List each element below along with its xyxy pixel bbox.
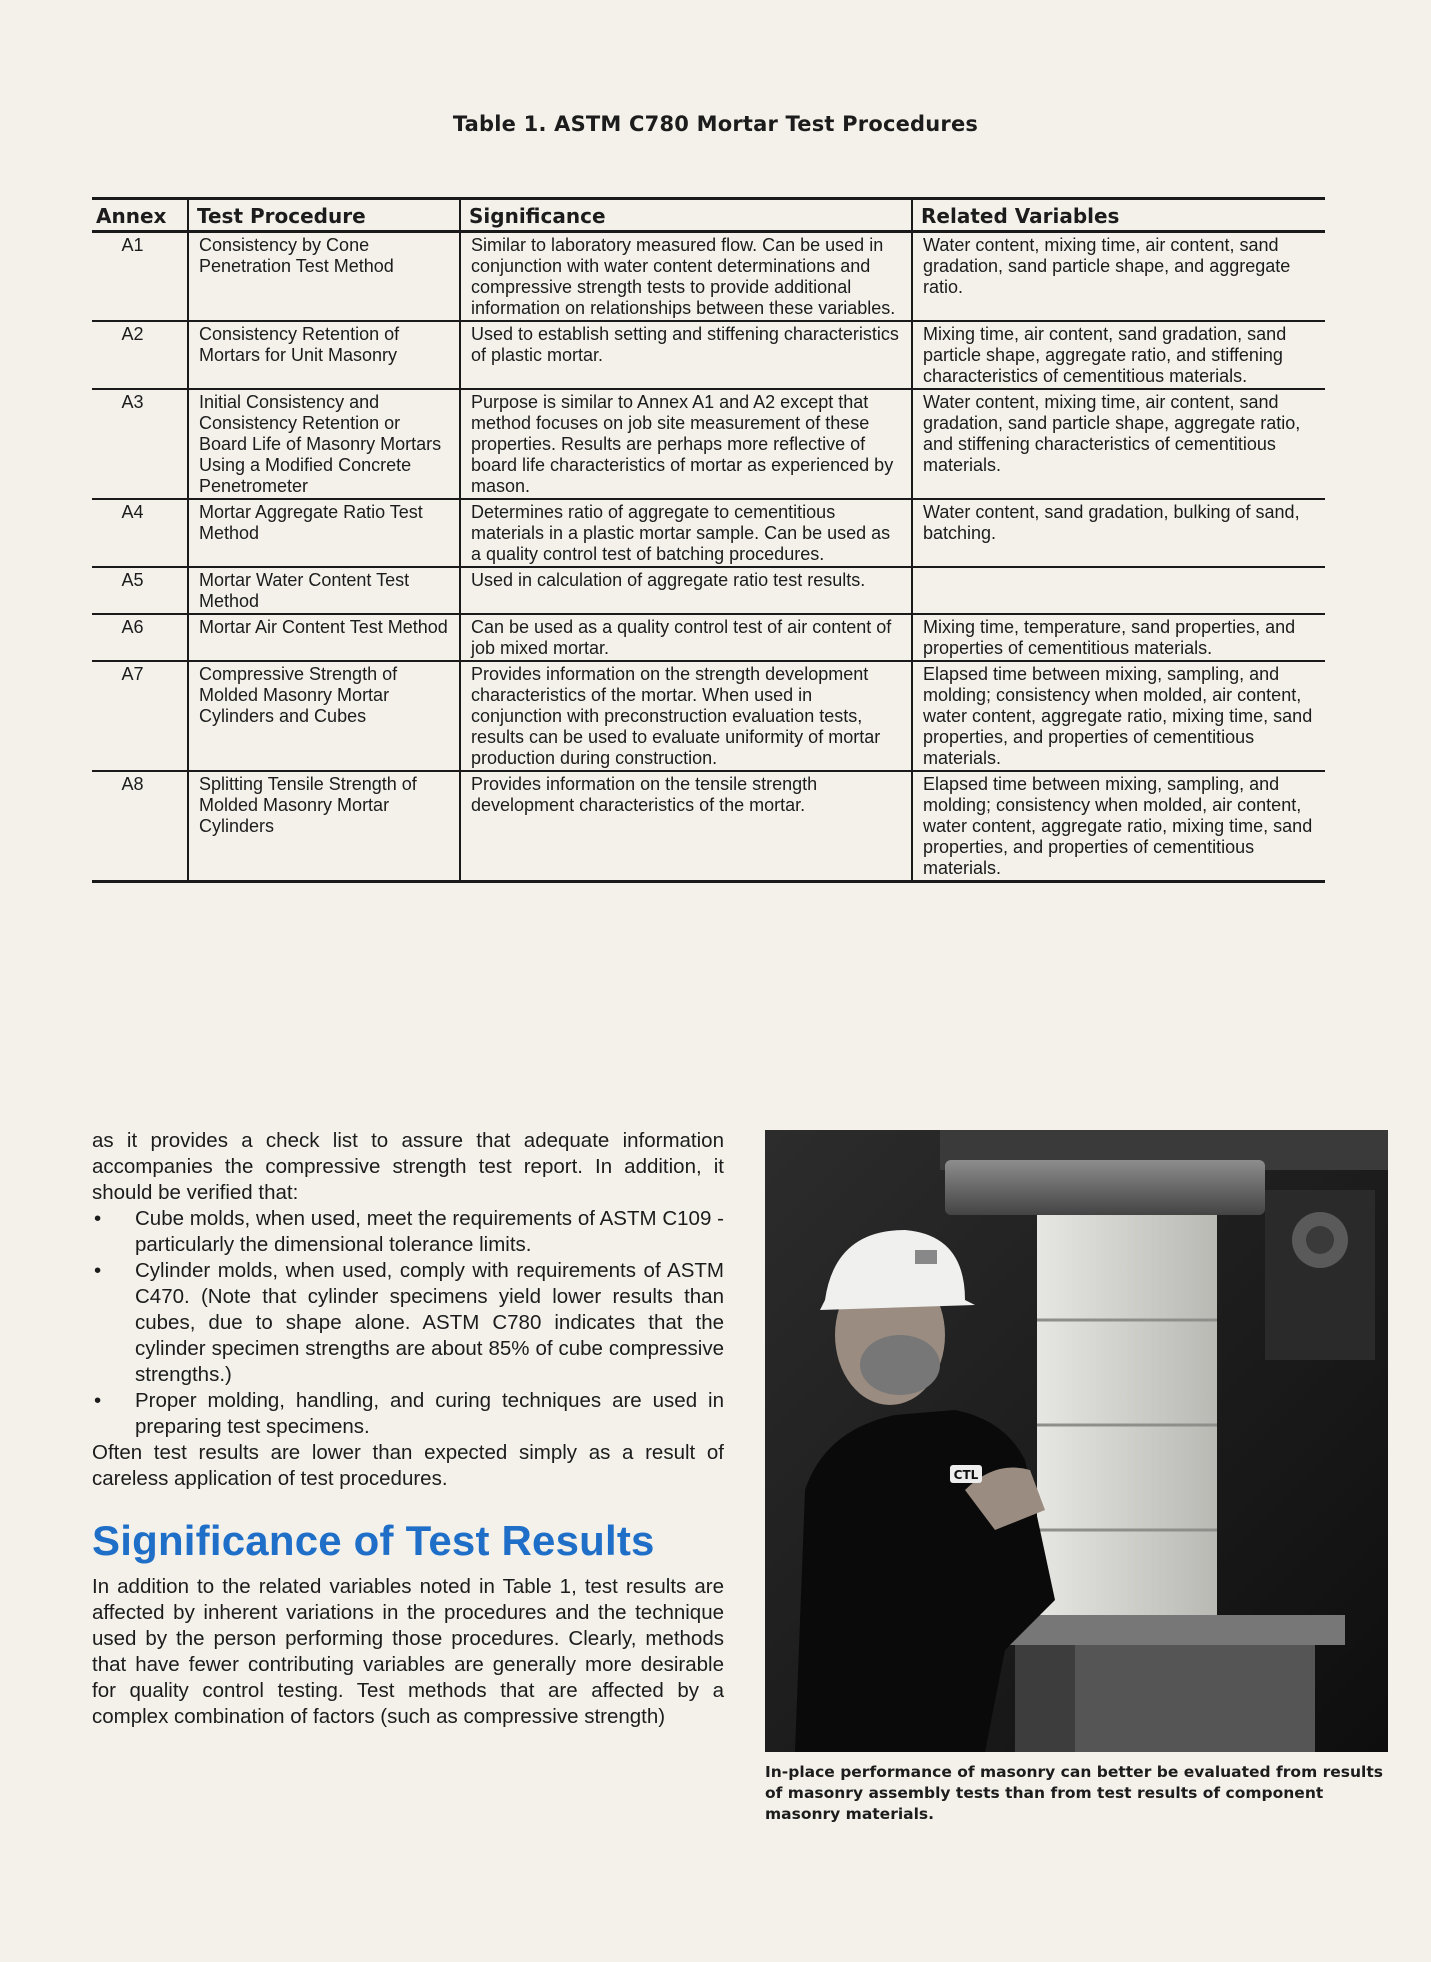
logo-text: CTL xyxy=(953,1468,979,1482)
cell-variables: Elapsed time between mixing, sampling, and molding; consistency when molded, air content, water content, aggregate ratio, mixing time, sand properties, and properties of cementitious materials. xyxy=(912,661,1325,771)
table-title: Table 1. ASTM C780 Mortar Test Procedures xyxy=(452,112,979,136)
list-item-text: Cube molds, when used, meet the requirements of ASTM C109 - particularly the dimensional tolerance limits. xyxy=(135,1207,724,1256)
cell-significance: Used to establish setting and stiffening characteristics of plastic mortar. xyxy=(460,321,912,389)
outro-paragraph: Often test results are lower than expected simply as a result of careless application of test procedures. xyxy=(92,1441,724,1490)
photo-caption: In-place performance of masonry can better be evaluated from results of masonry assembly tests than from test results of component masonry materials. xyxy=(765,1763,1383,1823)
verification-list xyxy=(92,1206,724,1440)
cell-significance: Purpose is similar to Annex A1 and A2 except that method focuses on job site measurement of these properties. Results are perhaps more reflective of board life characteristics of mortar as experienced by mason. xyxy=(460,389,912,499)
cell-significance: Provides information on the strength development characteristics of the mortar. When used in conjunction with preconstruction evaluation tests, results can be used to evaluate uniformity of mortar production during construction. xyxy=(460,661,912,771)
cell-significance: Provides information on the tensile strength development characteristics of the mortar. xyxy=(460,771,912,882)
cell-annex: A1 xyxy=(92,232,188,322)
cell-procedure: Consistency Retention of Mortars for Unit Masonry xyxy=(188,321,460,389)
cell-significance: Can be used as a quality control test of air content of job mixed mortar. xyxy=(460,614,912,661)
table-row xyxy=(92,321,1325,389)
cell-significance: Determines ratio of aggregate to cementitious materials in a plastic mortar sample. Can be used as a quality control test of batching procedures. xyxy=(460,499,912,567)
table-row xyxy=(92,567,1325,614)
cell-procedure: Consistency by Cone Penetration Test Method xyxy=(188,232,460,322)
cell-annex: A4 xyxy=(92,499,188,567)
bullet-icon: • xyxy=(94,1207,102,1230)
cell-significance: Similar to laboratory measured flow. Can be used in conjunction with water content determinations and compressive strength tests to provide additional information on relationships between these variables. xyxy=(460,232,912,322)
list-item xyxy=(92,1388,724,1440)
cell-annex: A7 xyxy=(92,661,188,771)
list-item xyxy=(92,1258,724,1388)
cell-annex: A2 xyxy=(92,321,188,389)
cell-variables: Mixing time, air content, sand gradation, sand particle shape, aggregate ratio, and stiffening characteristics of cementitious materials. xyxy=(912,321,1325,389)
cell-procedure: Splitting Tensile Strength of Molded Masonry Mortar Cylinders xyxy=(188,771,460,882)
list-item xyxy=(92,1206,724,1258)
header-significance: Significance xyxy=(460,199,912,232)
photo-illustration xyxy=(765,1130,1388,1752)
list-item-text: Proper molding, handling, and curing techniques are used in preparing test specimens. xyxy=(135,1389,724,1438)
header-test-procedure: Test Procedure xyxy=(188,199,460,232)
cell-procedure: Initial Consistency and Consistency Retention or Board Life of Masonry Mortars Using a Modified Concrete Penetrometer xyxy=(188,389,460,499)
cell-variables: Water content, sand gradation, bulking of sand, batching. xyxy=(912,499,1325,567)
table-row xyxy=(92,614,1325,661)
masonry-test-photo xyxy=(765,1130,1388,1752)
table-header-row xyxy=(92,199,1325,232)
bullet-icon: • xyxy=(94,1259,102,1282)
cell-procedure: Mortar Air Content Test Method xyxy=(188,614,460,661)
header-related-variables: Related Variables xyxy=(912,199,1325,232)
table-row xyxy=(92,232,1325,322)
bullet-icon: • xyxy=(94,1389,102,1412)
cell-variables: Mixing time, temperature, sand properties, and properties of cementitious materials. xyxy=(912,614,1325,661)
significance-paragraph: In addition to the related variables noted in Table 1, test results are affected by inherent variations in the procedures and the technique used by the person performing those procedures. Clearly, methods that have fewer contributing variables are generally more desirable for quality control testing. Test methods that are affected by a complex combination of factors (such as compressive strength) xyxy=(92,1575,724,1728)
cell-procedure: Mortar Water Content Test Method xyxy=(188,567,460,614)
cell-significance: Used in calculation of aggregate ratio test results. xyxy=(460,567,912,614)
table-row xyxy=(92,661,1325,771)
cell-variables: Elapsed time between mixing, sampling, and molding; consistency when molded, air content, water content, aggregate ratio, mixing time, sand properties, and properties of cementitious materials. xyxy=(912,771,1325,882)
cell-annex: A3 xyxy=(92,389,188,499)
cell-annex: A5 xyxy=(92,567,188,614)
cell-variables xyxy=(912,567,1325,614)
cell-annex: A6 xyxy=(92,614,188,661)
cell-annex: A8 xyxy=(92,771,188,882)
header-annex: Annex xyxy=(92,199,188,232)
table-row xyxy=(92,771,1325,882)
section-heading: Significance of Test Results xyxy=(92,1517,655,1564)
cell-procedure: Compressive Strength of Molded Masonry Mortar Cylinders and Cubes xyxy=(188,661,460,771)
table-row xyxy=(92,389,1325,499)
cell-procedure: Mortar Aggregate Ratio Test Method xyxy=(188,499,460,567)
intro-paragraph: as it provides a check list to assure that adequate information accompanies the compressive strength test report. In addition, it should be verified that: xyxy=(92,1129,724,1204)
list-item-text: Cylinder molds, when used, comply with requirements of ASTM C470. (Note that cylinder specimens yield lower results than cubes, due to shape alone. ASTM C780 indicates that the cylinder specimen strengths are about 85% of cube compressive strengths.) xyxy=(135,1259,724,1386)
test-procedures-table xyxy=(92,197,1325,883)
cell-variables: Water content, mixing time, air content, sand gradation, sand particle shape, and aggregate ratio. xyxy=(912,232,1325,322)
table-row xyxy=(92,499,1325,567)
body-column xyxy=(92,1128,724,1730)
cell-variables: Water content, mixing time, air content, sand gradation, sand particle shape, aggregate ratio, and stiffening characteristics of cementitious materials. xyxy=(912,389,1325,499)
